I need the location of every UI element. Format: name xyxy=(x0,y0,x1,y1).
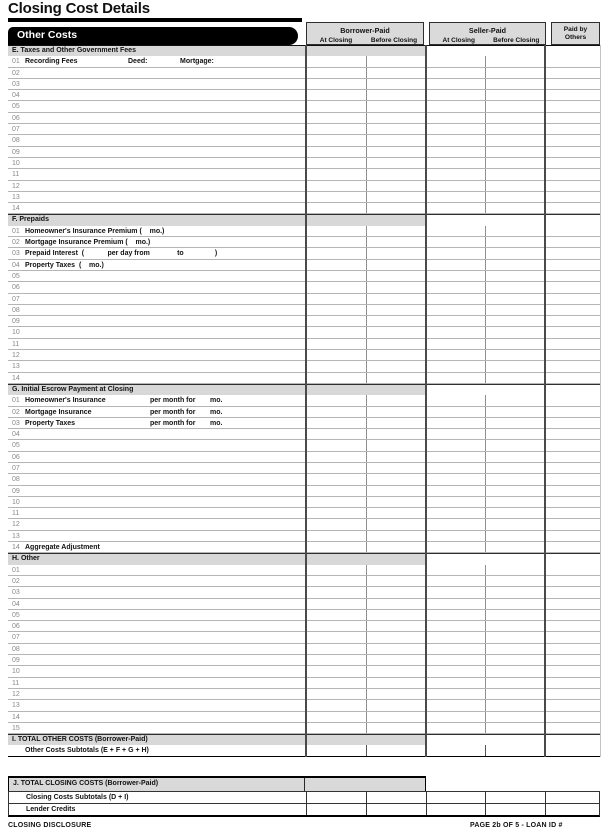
row-number: 06 xyxy=(12,284,20,292)
row-f-14 xyxy=(8,373,600,384)
row-number: 09 xyxy=(12,657,20,665)
row-e-10 xyxy=(8,158,600,169)
column-group-borrower-paid xyxy=(306,22,424,45)
row-number: 02 xyxy=(12,408,20,416)
row-number: 09 xyxy=(12,318,20,326)
row-label: Homeowner's Insurance xyxy=(25,397,106,405)
row-e-04 xyxy=(8,90,600,101)
section-header-g xyxy=(8,384,600,395)
row-number: 08 xyxy=(12,476,20,484)
row-sublabel: per month for xyxy=(150,408,196,416)
row-f-02 xyxy=(8,237,600,248)
row-label: Property Taxes ( mo.) xyxy=(25,261,104,269)
col-header-borrower-before-closing: Before Closing xyxy=(370,36,418,44)
row-f-11 xyxy=(8,339,600,350)
row-g-02 xyxy=(8,407,600,418)
row-number: 06 xyxy=(12,623,20,631)
row-number: 04 xyxy=(12,92,20,100)
col-header-seller-at-closing: At Closing xyxy=(442,36,475,44)
row-number: 06 xyxy=(12,453,20,461)
row-number: 01 xyxy=(12,397,20,405)
section-title: E. Taxes and Other Government Fees xyxy=(12,47,136,54)
section-header-e xyxy=(8,45,600,56)
row-e-03 xyxy=(8,79,600,90)
row-g-01 xyxy=(8,395,600,406)
row-e-01 xyxy=(8,56,600,67)
row-sublabel: per month for xyxy=(150,419,196,427)
row-label: Mortgage Insurance xyxy=(25,408,92,416)
row-sublabel: per month for xyxy=(150,397,196,405)
other-costs-tab: Other Costs xyxy=(8,27,298,45)
other-costs-table xyxy=(8,45,601,757)
row-sublabel: Deed: xyxy=(128,58,148,66)
row-h-06 xyxy=(8,621,600,632)
column-group-seller-paid xyxy=(429,22,546,45)
row-label: Homeowner's Insurance Premium ( mo.) xyxy=(25,227,165,235)
row-label: Property Taxes xyxy=(25,419,76,427)
column-divider xyxy=(425,45,427,757)
row-number: 02 xyxy=(12,577,20,585)
row-f-06 xyxy=(8,282,600,293)
row-g-13 xyxy=(8,531,600,542)
row-g-06 xyxy=(8,452,600,463)
section-header-f xyxy=(8,214,600,225)
section-header-bar xyxy=(8,215,426,225)
row-number: 03 xyxy=(12,419,20,427)
row-e-06 xyxy=(8,113,600,124)
row-number: 05 xyxy=(12,103,20,111)
row-f-01 xyxy=(8,226,600,237)
row-number: 05 xyxy=(12,442,20,450)
amount-cell-seller-before-closing xyxy=(485,792,545,804)
row-h-14 xyxy=(8,712,600,723)
row-f-04 xyxy=(8,260,600,271)
column-divider xyxy=(305,45,307,757)
totals-table-body xyxy=(8,791,600,817)
row-g-08 xyxy=(8,474,600,485)
row-e-14 xyxy=(8,203,600,214)
row-label: Aggregate Adjustment xyxy=(25,544,100,552)
row-e-02 xyxy=(8,68,600,79)
row-sublabel: mo. xyxy=(210,419,223,427)
row-number: 13 xyxy=(12,702,20,710)
row-g-05 xyxy=(8,440,600,451)
row-number: 12 xyxy=(12,521,20,529)
row-h-13 xyxy=(8,700,600,711)
row-label: Prepaid Interest ( per day from to ) xyxy=(25,250,218,258)
section-header-i xyxy=(8,734,600,745)
title-rule xyxy=(8,18,302,22)
row-number: 10 xyxy=(12,498,20,506)
row-e-12 xyxy=(8,181,600,192)
row-f-08 xyxy=(8,305,600,316)
row-f-13 xyxy=(8,361,600,372)
row-number: 08 xyxy=(12,306,20,314)
row-f-05 xyxy=(8,271,600,282)
row-g-03 xyxy=(8,418,600,429)
row-label: Recording Fees xyxy=(25,58,78,66)
row-label: Other Costs Subtotals (E + F + G + H) xyxy=(25,747,149,755)
row-h-02 xyxy=(8,576,600,587)
row-number: 02 xyxy=(12,239,20,247)
amount-cell-seller-at-closing xyxy=(426,804,485,815)
row-g-07 xyxy=(8,463,600,474)
row-number: 14 xyxy=(12,205,20,213)
row-number: 05 xyxy=(12,272,20,280)
row-g-11 xyxy=(8,508,600,519)
row-e-09 xyxy=(8,147,600,158)
row-h-11 xyxy=(8,678,600,689)
row-number: 11 xyxy=(12,171,20,179)
row-number: 10 xyxy=(12,668,20,676)
row-number: 03 xyxy=(12,80,20,88)
section-title: J. TOTAL CLOSING COSTS (Borrower-Paid) xyxy=(13,780,159,787)
amount-cell-seller-before-closing xyxy=(485,804,545,815)
col-header-borrower-at-closing: At Closing xyxy=(319,36,353,44)
amount-cell-borrower-at-closing xyxy=(306,804,366,815)
row-number: 07 xyxy=(12,126,20,134)
row-h-05 xyxy=(8,610,600,621)
row-h-07 xyxy=(8,632,600,643)
row-number: 13 xyxy=(12,363,20,371)
row-h-04 xyxy=(8,599,600,610)
paid-by-others-line2: Others xyxy=(564,34,587,41)
row-number: 12 xyxy=(12,690,20,698)
row-h-01 xyxy=(8,565,600,576)
row-g-10 xyxy=(8,497,600,508)
row-e-11 xyxy=(8,169,600,180)
seller-paid-label: Seller-Paid xyxy=(468,25,507,35)
row-number: 07 xyxy=(12,464,20,472)
footer-document-name: CLOSING DISCLOSURE xyxy=(8,822,92,829)
row-number: 09 xyxy=(12,148,20,156)
section-title: I. TOTAL OTHER COSTS (Borrower-Paid) xyxy=(12,736,148,744)
row-number: 13 xyxy=(12,193,20,201)
row-g-04 xyxy=(8,429,600,440)
row-number: 12 xyxy=(12,352,20,360)
row-number: 14 xyxy=(12,544,20,552)
row-number: 04 xyxy=(12,261,20,269)
paid-by-others-line1: Paid by xyxy=(563,26,588,33)
column-divider xyxy=(544,45,546,757)
column-group-paid-by-others xyxy=(551,22,600,45)
row-e-07 xyxy=(8,124,600,135)
col-header-seller-before-closing: Before Closing xyxy=(493,36,540,44)
row-number: 01 xyxy=(12,227,20,235)
amount-cell-borrower-at-closing xyxy=(306,792,366,804)
row-number: 09 xyxy=(12,487,20,495)
row-h-09 xyxy=(8,655,600,666)
row-number: 15 xyxy=(12,724,20,732)
row-h-03 xyxy=(8,587,600,598)
row-f-10 xyxy=(8,327,600,338)
borrower-paid-label: Borrower-Paid xyxy=(340,25,390,35)
amount-cell-paid-by-others xyxy=(545,804,599,815)
row-number: 07 xyxy=(12,634,20,642)
page-title: Closing Cost Details xyxy=(8,0,150,17)
row-f-12 xyxy=(8,350,600,361)
row-label: Lender Credits xyxy=(26,806,76,814)
row-number: 12 xyxy=(12,182,20,190)
row-number: 11 xyxy=(12,340,20,348)
row-number: 13 xyxy=(12,532,20,540)
row-label: Closing Costs Subtotals (D + I) xyxy=(26,793,129,801)
row-f-09 xyxy=(8,316,600,327)
section-header-bar xyxy=(8,554,426,564)
table-row xyxy=(9,803,599,815)
row-sublabel: mo. xyxy=(210,397,223,405)
row-i-subtotal xyxy=(8,745,600,756)
amount-cell-paid-by-others xyxy=(545,792,599,804)
row-h-08 xyxy=(8,644,600,655)
row-f-03 xyxy=(8,248,600,259)
row-number: 03 xyxy=(12,589,20,597)
row-number: 10 xyxy=(12,329,20,337)
row-number: 01 xyxy=(12,58,20,66)
row-number: 04 xyxy=(12,600,20,608)
row-g-14 xyxy=(8,542,600,553)
section-header-h xyxy=(8,553,600,564)
row-number: 08 xyxy=(12,645,20,653)
row-number: 11 xyxy=(12,679,20,687)
row-number: 01 xyxy=(12,566,20,574)
row-number: 02 xyxy=(12,69,20,77)
row-e-05 xyxy=(8,101,600,112)
row-number: 03 xyxy=(12,250,20,258)
section-title: G. Initial Escrow Payment at Closing xyxy=(12,385,134,393)
row-label: Mortgage Insurance Premium ( mo.) xyxy=(25,239,151,247)
row-g-12 xyxy=(8,519,600,530)
row-number: 04 xyxy=(12,431,20,439)
section-title: F. Prepaids xyxy=(12,216,49,224)
total-closing-costs-table xyxy=(8,776,600,817)
row-number: 14 xyxy=(12,713,20,721)
row-sublabel: Mortgage: xyxy=(180,58,214,66)
row-number: 10 xyxy=(12,159,20,167)
row-e-08 xyxy=(8,135,600,146)
row-number: 14 xyxy=(12,374,20,382)
section-header-j xyxy=(8,776,426,791)
footer-page-number: PAGE 2b OF 5 - LOAN ID # xyxy=(470,822,563,829)
row-sublabel: mo. xyxy=(210,408,223,416)
section-title: H. Other xyxy=(12,555,40,563)
amount-cell-seller-at-closing xyxy=(426,792,485,804)
amount-cell-borrower-before-closing xyxy=(366,804,426,815)
row-number: 06 xyxy=(12,114,20,122)
table-row xyxy=(9,792,599,804)
row-number: 11 xyxy=(12,510,20,518)
row-h-15 xyxy=(8,723,600,734)
row-g-09 xyxy=(8,486,600,497)
column-divider xyxy=(304,778,305,791)
row-h-10 xyxy=(8,666,600,677)
row-number: 07 xyxy=(12,295,20,303)
row-f-07 xyxy=(8,294,600,305)
row-h-12 xyxy=(8,689,600,700)
row-number: 05 xyxy=(12,611,20,619)
row-e-13 xyxy=(8,192,600,203)
row-number: 08 xyxy=(12,137,20,145)
amount-cell-borrower-before-closing xyxy=(366,792,426,804)
